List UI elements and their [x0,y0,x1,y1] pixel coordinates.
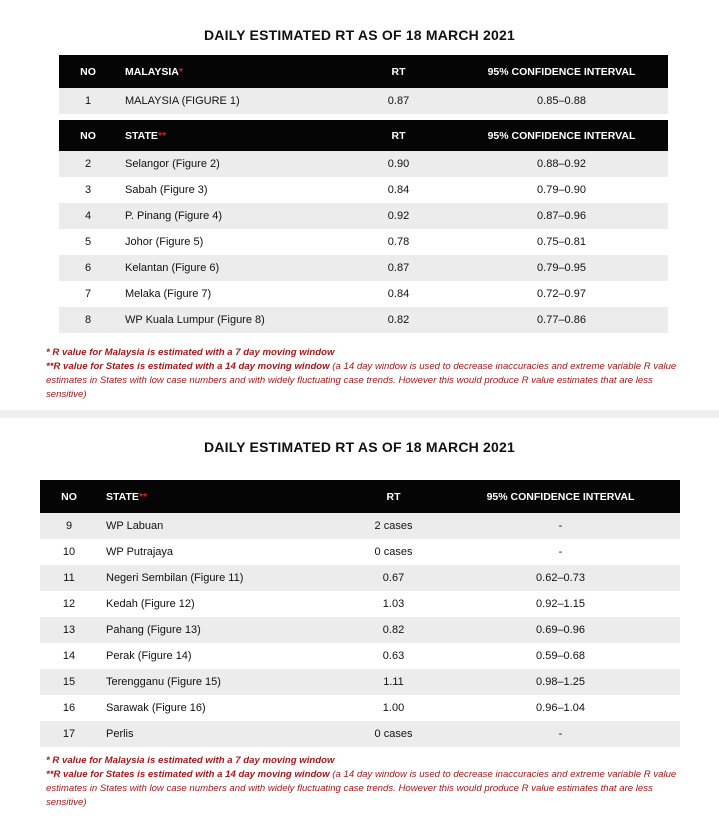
footnote-states [46,360,686,402]
row-name: Perlis [98,721,346,747]
row-no: 16 [62,702,76,714]
header-rt: RT [342,120,455,151]
row-no: 2 [59,151,117,177]
row-name: P. Pinang (Figure 4) [117,203,342,229]
row-ci: 0.92–1.15 [536,598,585,610]
header-ci: 95% CONFIDENCE INTERVAL [441,480,680,513]
table-row [59,203,668,229]
table-row [40,669,680,695]
row-rt: 1.11 [346,669,441,695]
row-no: 8 [59,307,117,333]
table-header-national [59,55,668,88]
row-rt: 2 cases [346,513,441,539]
row-name: Perak (Figure 14) [106,650,192,662]
row-no: 3 [84,184,92,196]
footnote-malaysia [46,346,686,360]
footnotes [46,346,686,402]
table-row [59,255,668,281]
rt-panel-1 [0,0,719,410]
table-row [59,229,668,255]
footnote-states-bold: **R value for States is estimated with a 14 day moving window [46,361,330,372]
header-no: NO [59,120,117,151]
row-rt: 0 cases [346,721,441,747]
row-ci: - [558,546,563,558]
row-no: 13 [40,617,98,643]
row-no: 17 [40,721,98,747]
row-name: Kelantan (Figure 6) [117,255,342,281]
row-no: 11 [40,565,98,591]
header-rt: RT [346,480,441,513]
header-malaysia [117,55,342,88]
row-ci: 0.72–0.97 [537,288,586,300]
table-row [59,307,668,333]
row-rt: 1.03 [382,598,405,610]
row-name: Sabah (Figure 3) [125,184,208,196]
row-ci: 0.88–0.92 [455,151,668,177]
row-rt: 0.63 [382,650,405,662]
header-state-label: STATE [125,129,158,142]
row-no: 14 [62,650,76,662]
table-header-state [40,480,680,513]
row-name: Melaka (Figure 7) [125,288,212,300]
footnote-states-bold: **R value for States is estimated with a 14 day moving window [46,769,330,780]
row-no: 6 [59,255,117,281]
header-state [117,120,342,151]
asterisk-mark: * [178,65,183,78]
row-no: 1 [59,88,117,114]
table-row [40,591,680,617]
asterisk-mark: ** [138,490,148,503]
row-ci: 0.85–0.88 [455,88,668,114]
row-name: Pahang (Figure 13) [98,617,346,643]
row-ci: - [441,513,680,539]
row-no: 15 [40,669,98,695]
table-row [40,539,680,565]
row-rt: 0.78 [387,236,410,248]
row-ci: 0.69–0.96 [441,617,680,643]
row-no: 5 [84,236,92,248]
header-ci: 95% CONFIDENCE INTERVAL [455,120,668,151]
page-title: DAILY ESTIMATED RT AS OF 18 MARCH 2021 [204,27,515,43]
row-ci: 0.96–1.04 [536,702,585,714]
row-ci: 0.87–0.96 [455,203,668,229]
footnote-states-text: (a 14 day window is used to decrease inaccuracies and extreme variable R value estimates in States with low case numbers and with widely fluctuating case trends. However this would produce R value estimates that are less sensitive) [46,361,677,400]
row-rt: 0 cases [374,546,413,558]
table-row [59,177,668,203]
footnotes [46,754,686,810]
row-no: 7 [84,288,92,300]
table-row [40,643,680,669]
row-ci: 0.79–0.95 [455,255,668,281]
table-row [40,513,680,539]
row-name: MALAYSIA (FIGURE 1) [117,88,342,114]
footnote-malaysia-text: * R value for Malaysia is estimated with a 7 day moving window [46,755,335,766]
row-name: WP Labuan [98,513,346,539]
row-ci: 0.77–0.86 [455,307,668,333]
row-name: Selangor (Figure 2) [117,151,342,177]
header-no: NO [59,55,117,88]
row-rt: 0.67 [346,565,441,591]
row-name: WP Putrajaya [106,546,174,558]
row-no: 9 [40,513,98,539]
table-row [40,617,680,643]
table-header-state [59,120,668,151]
table-row [40,695,680,721]
table-row [59,151,668,177]
row-ci: 0.75–0.81 [537,236,586,248]
row-no: 4 [59,203,117,229]
footnote-malaysia-text: * R value for Malaysia is estimated with a 7 day moving window [46,347,335,358]
row-rt: 0.84 [387,288,410,300]
header-state-label: STATE [106,490,139,503]
row-rt: 0.92 [342,203,455,229]
row-name: Terengganu (Figure 15) [98,669,346,695]
header-rt: RT [342,55,455,88]
panel-divider [0,410,719,418]
row-name: Sarawak (Figure 16) [106,702,206,714]
header-malaysia-label: MALAYSIA [125,65,179,78]
header-ci: 95% CONFIDENCE INTERVAL [455,55,668,88]
row-rt: 0.87 [342,255,455,281]
footnote-states [46,768,686,810]
row-ci: - [441,721,680,747]
table-row [59,88,668,114]
footnote-malaysia [46,754,686,768]
table-row [40,565,680,591]
rt-panel-2 [0,418,719,824]
header-no: NO [40,480,98,513]
row-ci: 0.79–0.90 [537,184,586,196]
row-name: Johor (Figure 5) [125,236,204,248]
row-rt: 0.82 [346,617,441,643]
header-state [98,480,346,513]
rt-table-2 [40,480,680,747]
row-rt: 0.82 [342,307,455,333]
row-no: 12 [62,598,76,610]
table-row [59,281,668,307]
row-rt: 0.90 [342,151,455,177]
row-name: Negeri Sembilan (Figure 11) [98,565,346,591]
row-ci: 0.62–0.73 [441,565,680,591]
rt-table-1 [59,55,668,333]
row-name: Kedah (Figure 12) [106,598,195,610]
row-rt: 0.87 [342,88,455,114]
page-title: DAILY ESTIMATED RT AS OF 18 MARCH 2021 [204,439,515,455]
row-ci: 0.59–0.68 [536,650,585,662]
row-rt: 1.00 [382,702,405,714]
row-no: 10 [62,546,76,558]
table-row [40,721,680,747]
row-name: WP Kuala Lumpur (Figure 8) [117,307,342,333]
row-rt: 0.84 [387,184,410,196]
footnote-states-text: (a 14 day window is used to decrease inaccuracies and extreme variable R value estimates in States with low case numbers and with widely fluctuating case trends. However this would produce R value estimates that are less sensitive) [46,769,677,808]
row-ci: 0.98–1.25 [441,669,680,695]
asterisk-mark: ** [157,129,167,142]
